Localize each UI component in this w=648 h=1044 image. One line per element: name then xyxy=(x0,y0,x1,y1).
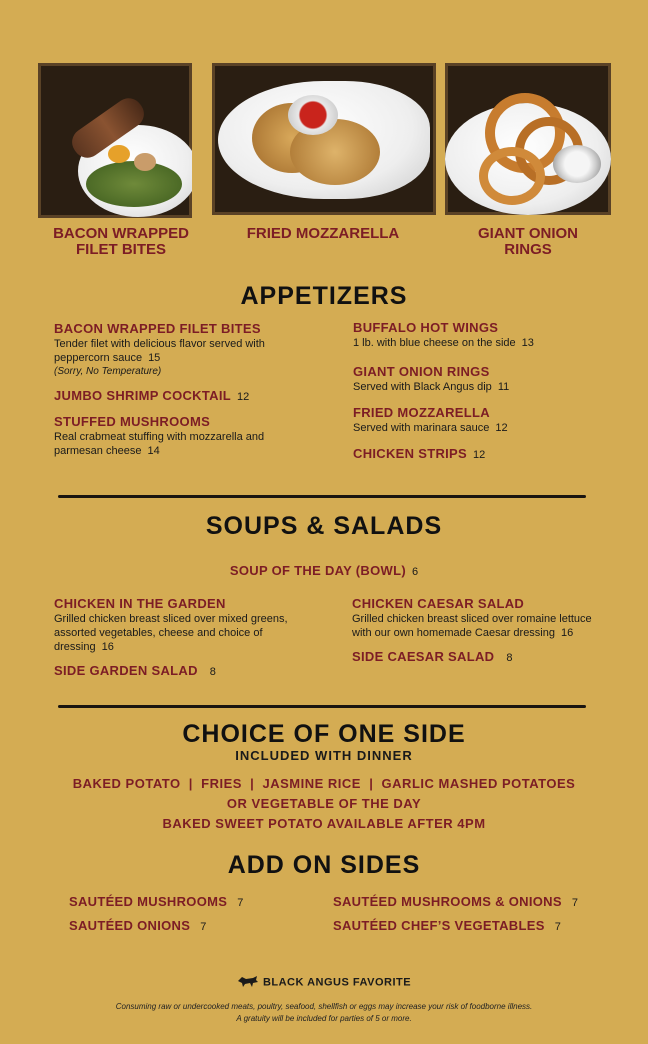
soup-of-the-day: SOUP OF THE DAY (BOWL) 6 xyxy=(229,563,419,578)
caption-giant-onion-rings: GIANT ONION RINGS xyxy=(478,225,578,258)
salad-chicken-caesar: CHICKEN CAESAR SALAD Grilled chicken breast sliced over romaine lettuce with our own homemade Caesar dressing 16 xyxy=(352,596,592,639)
appetizer-fried-mozzarella: FRIED MOZZARELLA Served with marinara sauce 12 xyxy=(353,405,508,434)
choice-subtitle: INCLUDED WITH DINNER xyxy=(235,748,413,763)
angus-favorite-icon xyxy=(237,974,259,991)
appetizer-bacon-filet-bites: BACON WRAPPED FILET BITES Tender filet with delicious flavor served with peppercorn sauce 15 (Sorry, No Temperature) xyxy=(54,321,265,377)
disclaimer-food: Consuming raw or undercooked meats, poultry, seafood, shellfish or eggs may increase your risk of foodborne illness. xyxy=(115,1002,533,1011)
appetizer-buffalo-wings: BUFFALO HOT WINGS 1 lb. with blue cheese on the side 13 xyxy=(353,320,534,349)
salad-side-caesar: SIDE CAESAR SALAD 8 xyxy=(352,649,513,664)
favorite-legend xyxy=(0,974,648,991)
caption-fried-mozzarella: FRIED MOZZARELLA xyxy=(246,225,400,242)
favorite-label: BLACK ANGUS FAVORITE xyxy=(262,976,412,989)
divider xyxy=(58,705,586,708)
choice-options: BAKED POTATO | FRIES | JASMINE RICE | GARLIC MASHED POTATOES xyxy=(72,776,576,791)
appetizer-jumbo-shrimp: JUMBO SHRIMP COCKTAIL 12 xyxy=(54,388,250,403)
photo-bacon-filet-bites xyxy=(38,63,192,218)
add-on-onions: SAUTÉED ONIONS 7 xyxy=(69,918,207,933)
choice-title: CHOICE OF ONE SIDE xyxy=(182,720,466,748)
appetizer-chicken-strips: CHICKEN STRIPS 12 xyxy=(353,446,486,461)
photo-fried-mozzarella xyxy=(212,63,436,215)
add-on-chefs-vegetables: SAUTÉED CHEF’S VEGETABLES 7 xyxy=(333,918,562,933)
caption-bacon-filet-bites: BACON WRAPPED FILET BITES xyxy=(53,225,189,258)
choice-sweet-potato: BAKED SWEET POTATO AVAILABLE AFTER 4PM xyxy=(162,816,486,831)
add-on-title: ADD ON SIDES xyxy=(227,851,421,879)
soups-salads-title: SOUPS & SALADS xyxy=(205,512,443,540)
appetizer-stuffed-mushrooms: STUFFED MUSHROOMS Real crabmeat stuffing with mozzarella and parmesan cheese 14 xyxy=(54,414,265,457)
appetizers-title: APPETIZERS xyxy=(240,282,408,310)
disclaimer-gratuity: A gratuity will be included for parties of 5 or more. xyxy=(236,1014,412,1023)
add-on-mushrooms: SAUTÉED MUSHROOMS 7 xyxy=(69,894,244,909)
choice-vegetable: OR VEGETABLE OF THE DAY xyxy=(226,796,422,811)
salad-chicken-garden: CHICKEN IN THE GARDEN Grilled chicken breast sliced over mixed greens, assorted vegetables, cheese and choice of dressing 16 xyxy=(54,596,288,653)
divider xyxy=(58,495,586,498)
appetizer-giant-onion-rings: GIANT ONION RINGS Served with Black Angus dip 11 xyxy=(353,364,510,393)
photo-giant-onion-rings xyxy=(445,63,611,215)
salad-side-garden: SIDE GARDEN SALAD 8 xyxy=(54,663,216,678)
add-on-mushrooms-onions: SAUTÉED MUSHROOMS & ONIONS 7 xyxy=(333,894,579,909)
